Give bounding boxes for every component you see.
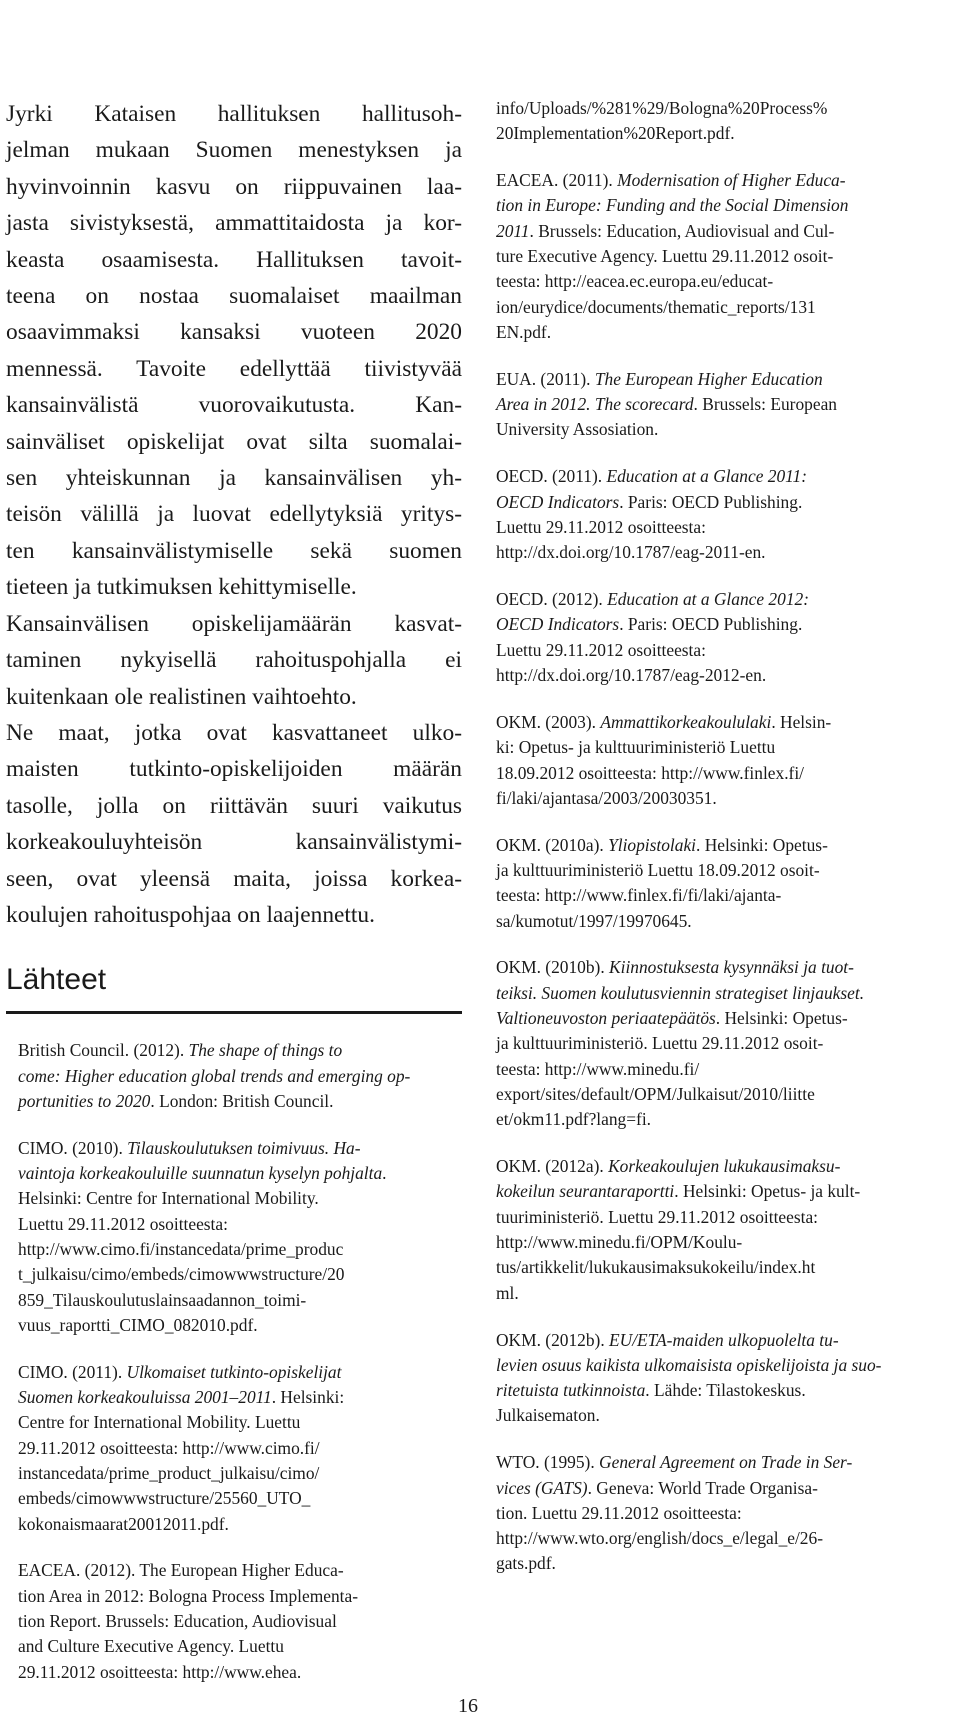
reference-title: Valtioneuvoston periaatepäätös — [496, 1008, 716, 1029]
reference-text: WTO. (1995). — [496, 1452, 600, 1473]
reference-text: . — [382, 1163, 387, 1184]
reference-line — [18, 1410, 462, 1435]
body-line: Jyrki Kataisen hallituksen hallitusoh- — [6, 101, 462, 127]
reference-text: . Brussels: European — [693, 394, 837, 415]
reference-line — [496, 392, 960, 417]
reference-title: General Agreement on Trade in Ser- — [599, 1452, 853, 1473]
reference-text: EACEA. (2011). — [496, 170, 618, 191]
reference-title: portunities to 2020 — [18, 1090, 151, 1111]
reference-line — [18, 1313, 462, 1338]
reference-line — [496, 1378, 960, 1403]
reference-text: teesta: http://www.finlex.fi/fi/laki/ajanta- — [496, 885, 782, 906]
body-line: sainväliset opiskelijat ovat silta suomalai- — [6, 428, 462, 455]
reference-line — [496, 417, 960, 442]
reference-line — [18, 1558, 462, 1583]
reference-line — [18, 1064, 462, 1089]
reference-text: . Geneva: World Trade Organisa- — [587, 1477, 818, 1498]
reference-text: et/okm11.pdf?lang=fi. — [496, 1109, 652, 1130]
reference-line — [496, 761, 960, 786]
references-list-left — [6, 1038, 462, 1685]
reference-text: . Helsin- — [771, 711, 832, 732]
reference-text: fi/laki/ajantasa/2003/20030351. — [496, 787, 717, 808]
reference-line — [496, 244, 960, 269]
reference-text: http://www.wto.org/english/docs_e/legal_e/26- — [496, 1528, 823, 1549]
body-line: jasta sivistyksestä, ammattitaidosta ja kor- — [6, 210, 462, 237]
reference-line — [18, 1461, 462, 1486]
reference-text: Helsinki: Centre for International Mobility. — [18, 1188, 319, 1209]
reference-text: OKM. (2003). — [496, 711, 601, 732]
reference-line — [496, 1082, 960, 1107]
reference-text: tion Area in 2012: Bologna Process Implementa- — [18, 1585, 359, 1606]
reference-line — [496, 883, 960, 908]
reference-text: tuuriministeriö. Luettu 29.11.2012 osoitteesta: — [496, 1206, 819, 1227]
body-line: mennessä. Tavoite edellyttää tiivistyvää — [6, 355, 462, 382]
reference-entry — [496, 168, 960, 345]
body-line: sen yhteiskunnan ja kansainvälisen yh- — [6, 465, 462, 492]
reference-text: CIMO. (2011). — [18, 1361, 127, 1382]
body-line: jelman mukaan Suomen menestyksen ja — [6, 137, 462, 164]
reference-line — [496, 1006, 960, 1031]
reference-text: tus/artikkelit/lukukausimaksukokeilu/index.ht — [496, 1257, 816, 1278]
reference-text: http://www.minedu.fi/OPM/Koulu- — [496, 1232, 743, 1253]
reference-line — [18, 1584, 462, 1609]
reference-text: OECD. (2011). — [496, 466, 607, 487]
reference-entry — [18, 1360, 462, 1537]
reference-line — [496, 1526, 960, 1551]
reference-title: The shape of things to — [188, 1040, 343, 1061]
body-line: osaavimmaksi kansaksi vuoteen 2020 — [6, 319, 462, 346]
reference-text: . Paris: OECD Publishing. — [619, 491, 803, 512]
reference-text: OECD. (2012). — [496, 589, 608, 610]
reference-line — [18, 1360, 462, 1385]
reference-text: Luettu 29.11.2012 osoitteesta: — [496, 516, 706, 537]
reference-text: Luettu 29.11.2012 osoitteesta: — [496, 639, 706, 660]
reference-text: teesta: http://www.minedu.fi/ — [496, 1058, 700, 1079]
body-line: kuitenkaan ole realistinen vaihtoehto. — [6, 683, 357, 710]
reference-text: Centre for International Mobility. Luettu — [18, 1412, 301, 1433]
reference-line — [496, 1255, 960, 1280]
reference-line — [18, 1161, 462, 1186]
running-header-line-1: Ammattikasvatuksen aikakauskirja 14 (4), 7-16/ISBN 1456-7989/© OKKA-säätiö 2012/www.okka- — [8, 2, 956, 27]
reference-text: ja kulttuuriministeriö. Luettu 29.11.2012 osoit- — [496, 1033, 824, 1054]
reference-text: kokonaismaarat20012011.pdf. — [18, 1513, 229, 1534]
reference-line — [496, 1031, 960, 1056]
reference-text: Julkaisematon. — [496, 1405, 600, 1426]
reference-title: Suomen korkeakouluissa 2001–2011 — [18, 1387, 272, 1408]
reference-title: vices (GATS) — [496, 1477, 588, 1498]
right-column — [496, 96, 960, 1598]
reference-text: 29.11.2012 osoitteesta: http://www.cimo.fi/ — [18, 1437, 320, 1458]
reference-title: kokeilun seurantaraportti — [496, 1181, 675, 1202]
reference-title: The European Higher Education — [594, 368, 823, 389]
reference-title: Education at a Glance 2011: — [606, 466, 808, 487]
reference-line — [496, 955, 960, 980]
reference-title: EU/ETA-maiden ulkopuolelta tu- — [609, 1329, 839, 1350]
reference-line — [18, 1634, 462, 1659]
reference-text: embeds/cimowwwstructure/25560_UTO_ — [18, 1488, 311, 1509]
reference-line — [496, 219, 960, 244]
reference-line — [496, 96, 960, 121]
reference-line — [496, 1057, 960, 1082]
body-line: koulujen rahoituspohjaa on laajennettu. — [6, 901, 375, 928]
reference-text: ja kulttuuriministeriö Luettu 18.09.2012 osoit- — [496, 859, 820, 880]
reference-text: ion/eurydice/documents/thematic_reports/131 — [496, 296, 816, 317]
reference-entry — [18, 1558, 462, 1684]
reference-line — [496, 1281, 960, 1306]
reference-title: OECD Indicators — [496, 614, 620, 635]
reference-line — [496, 193, 960, 218]
reference-entry — [496, 587, 960, 688]
reference-line — [496, 1205, 960, 1230]
reference-line — [496, 612, 960, 637]
reference-entry — [496, 955, 960, 1132]
reference-text: . Lähde: Tilastokeskus. — [645, 1380, 806, 1401]
reference-text: EACEA. (2012). The European Higher Educa- — [18, 1560, 344, 1581]
reference-title: Korkeakoulujen lukukausimaksu- — [608, 1156, 841, 1177]
body-line: kansainvälistä vuorovaikutusta. Kan- — [6, 392, 462, 419]
body-line: seen, ovat yleensä maita, joissa korkea- — [6, 865, 462, 892]
reference-line — [18, 1089, 462, 1114]
reference-line — [496, 540, 960, 565]
reference-title: Kiinnostuksesta kysynnäksi ja tuot- — [609, 957, 854, 978]
left-column — [6, 96, 462, 1707]
reference-line — [496, 858, 960, 883]
running-header-line-2: saatio.com — [8, 28, 115, 53]
reference-line — [496, 1353, 960, 1378]
reference-entry — [496, 1154, 960, 1306]
reference-text: gats.pdf. — [496, 1553, 556, 1574]
reference-text: tion. Luettu 29.11.2012 osoitteesta: — [496, 1502, 742, 1523]
body-paragraph — [6, 96, 462, 933]
reference-title: Ulkomaiset tutkinto-opiskelijat — [126, 1361, 342, 1382]
reference-text: http://www.cimo.fi/instancedata/prime_produc — [18, 1239, 344, 1260]
page-number: 16 — [458, 1695, 478, 1717]
reference-text: 29.11.2012 osoitteesta: http://www.ehea. — [18, 1661, 302, 1682]
reference-line — [18, 1512, 462, 1537]
reference-line — [18, 1212, 462, 1237]
reference-line — [496, 1328, 960, 1353]
reference-line — [496, 1476, 960, 1501]
section-heading: Lähteet — [6, 963, 462, 1014]
body-line: ten kansainvälistymiselle sekä suomen — [6, 537, 462, 564]
reference-text: CIMO. (2010). — [18, 1137, 128, 1158]
reference-title: Education at a Glance 2012: — [607, 589, 809, 610]
reference-text: http://dx.doi.org/10.1787/eag-2011-en. — [496, 542, 766, 563]
reference-title: come: Higher education global trends and emerging op- — [18, 1065, 411, 1086]
reference-line — [496, 981, 960, 1006]
reference-line — [496, 833, 960, 858]
reference-line — [496, 1107, 960, 1132]
reference-line — [496, 490, 960, 515]
reference-text: EN.pdf. — [496, 321, 552, 342]
reference-text: 859_Tilauskoulutuslainsaadannon_toimi- — [18, 1289, 307, 1310]
reference-line — [18, 1038, 462, 1063]
reference-text: instancedata/prime_product_julkaisu/cimo/ — [18, 1462, 320, 1483]
reference-line — [496, 168, 960, 193]
reference-line — [496, 269, 960, 294]
running-header — [8, 2, 956, 54]
reference-line — [18, 1609, 462, 1634]
reference-text: tion Report. Brussels: Education, Audiovisual — [18, 1611, 337, 1632]
reference-title: teiksi. Suomen koulutusviennin strategiset linjaukset. — [496, 982, 865, 1003]
reference-line — [18, 1237, 462, 1262]
reference-line — [496, 1450, 960, 1475]
body-line: keasta osaamisesta. Hallituksen tavoit- — [6, 246, 462, 273]
body-line: taminen nykyisellä rahoituspohjalla ei — [6, 647, 462, 674]
reference-entry — [18, 1136, 462, 1338]
reference-line — [496, 1154, 960, 1179]
reference-line — [496, 1179, 960, 1204]
reference-line — [496, 587, 960, 612]
reference-title: ritetuista tutkinnoista — [496, 1380, 646, 1401]
references-list-right — [496, 96, 960, 1577]
reference-line — [496, 1551, 960, 1576]
reference-text: British Council. (2012). — [18, 1040, 189, 1061]
body-line: teena on nostaa suomalaiset maailman — [6, 283, 462, 310]
body-line: hyvinvoinnin kasvu on riippuvainen laa- — [6, 173, 462, 200]
body-line: tasolle, jolla on riittävän suuri vaikutus — [6, 792, 462, 819]
reference-title: Modernisation of Higher Educa- — [617, 170, 846, 191]
reference-line — [496, 367, 960, 392]
reference-line — [18, 1186, 462, 1211]
reference-line — [18, 1136, 462, 1161]
reference-text: export/sites/default/OPM/Julkaisut/2010/liitte — [496, 1083, 815, 1104]
reference-text: ki: Opetus- ja kulttuuriministeriö Luettu — [496, 737, 776, 758]
body-line: Ne maat, jotka ovat kasvattaneet ulko- — [6, 719, 462, 746]
reference-line — [496, 638, 960, 663]
reference-entry — [496, 1328, 960, 1429]
reference-text: OKM. (2012b). — [496, 1329, 610, 1350]
body-line: korkeakouluyhteisön kansainvälistymi- — [6, 829, 462, 856]
reference-line — [496, 295, 960, 320]
reference-text: Luettu 29.11.2012 osoitteesta: — [18, 1213, 228, 1234]
reference-line — [18, 1288, 462, 1313]
reference-text: . Paris: OECD Publishing. — [619, 614, 803, 635]
reference-title: OECD Indicators — [496, 491, 620, 512]
reference-text: OKM. (2012a). — [496, 1156, 609, 1177]
reference-text: vuus_raportti_CIMO_082010.pdf. — [18, 1314, 258, 1335]
reference-line — [496, 909, 960, 934]
reference-line — [496, 663, 960, 688]
reference-text: . Helsinki: Opetus- — [696, 834, 828, 855]
reference-text: 20Implementation%20Report.pdf. — [496, 123, 735, 144]
reference-line — [496, 515, 960, 540]
reference-text: EUA. (2011). — [496, 368, 595, 389]
reference-title: Yliopistolaki — [608, 834, 696, 855]
reference-entry — [496, 367, 960, 443]
reference-text: ture Executive Agency. Luettu 29.11.2012 osoit- — [496, 246, 834, 267]
reference-text: info/Uploads/%281%29/Bologna%20Process% — [496, 98, 828, 118]
reference-text: teesta: http://eacea.ec.europa.eu/educat- — [496, 271, 774, 292]
reference-title: levien osuus kaikista ulkomaisista opiskelijoista ja suo- — [496, 1354, 882, 1375]
reference-text: and Culture Executive Agency. Luettu — [18, 1636, 284, 1657]
reference-text: sa/kumotut/1997/19970645. — [496, 910, 692, 931]
reference-line — [18, 1660, 462, 1685]
reference-line — [496, 1403, 960, 1428]
reference-line — [496, 710, 960, 735]
reference-title: vaintoja korkeakouluille suunnatun kyselyn pohjalta — [18, 1163, 383, 1184]
reference-text: ml. — [496, 1282, 519, 1303]
reference-title: Tilauskoulutuksen toimivuus. Ha- — [127, 1137, 361, 1158]
reference-line — [496, 464, 960, 489]
reference-text: . Helsinki: Opetus- ja kult- — [674, 1181, 861, 1202]
body-line: tieteen ja tutkimuksen kehittymiselle. — [6, 574, 357, 601]
reference-text: . Helsinki: — [271, 1387, 345, 1408]
body-line: teisön välillä ja luovat edellytyksiä yritys- — [6, 501, 462, 528]
reference-text: . Helsinki: Opetus- — [715, 1008, 848, 1029]
reference-line — [496, 786, 960, 811]
reference-line — [496, 320, 960, 345]
reference-entry — [496, 833, 960, 934]
reference-entry — [496, 464, 960, 565]
reference-text: . London: British Council. — [150, 1090, 334, 1111]
reference-entry — [496, 1450, 960, 1576]
reference-title: 2011 — [496, 220, 530, 241]
reference-line — [18, 1262, 462, 1287]
reference-text: http://dx.doi.org/10.1787/eag-2012-en. — [496, 665, 767, 686]
reference-entry — [496, 710, 960, 811]
reference-line — [496, 1230, 960, 1255]
reference-text: OKM. (2010a). — [496, 834, 609, 855]
reference-text: University Assosiation. — [496, 419, 659, 440]
reference-title: tion in Europe: Funding and the Social Dimension — [496, 195, 849, 216]
reference-title: Ammattikorkeakoululaki — [600, 711, 772, 732]
reference-title: Area in 2012. The scorecard — [496, 394, 694, 415]
reference-line — [18, 1385, 462, 1410]
body-line: maisten tutkinto-opiskelijoiden määrän — [6, 756, 462, 783]
reference-line — [18, 1436, 462, 1461]
reference-line — [18, 1486, 462, 1511]
reference-line — [496, 121, 960, 146]
reference-text: t_julkaisu/cimo/embeds/cimowwwstructure/20 — [18, 1264, 345, 1285]
body-line: Kansainvälisen opiskelijamäärän kasvat- — [6, 610, 462, 637]
reference-entry — [496, 96, 960, 147]
reference-text: 18.09.2012 osoitteesta: http://www.finlex.fi/ — [496, 762, 805, 783]
reference-text: . Brussels: Education, Audiovisual and Cul- — [529, 220, 835, 241]
reference-line — [496, 735, 960, 760]
reference-entry — [18, 1038, 462, 1114]
reference-line — [496, 1501, 960, 1526]
reference-text: OKM. (2010b). — [496, 957, 610, 978]
